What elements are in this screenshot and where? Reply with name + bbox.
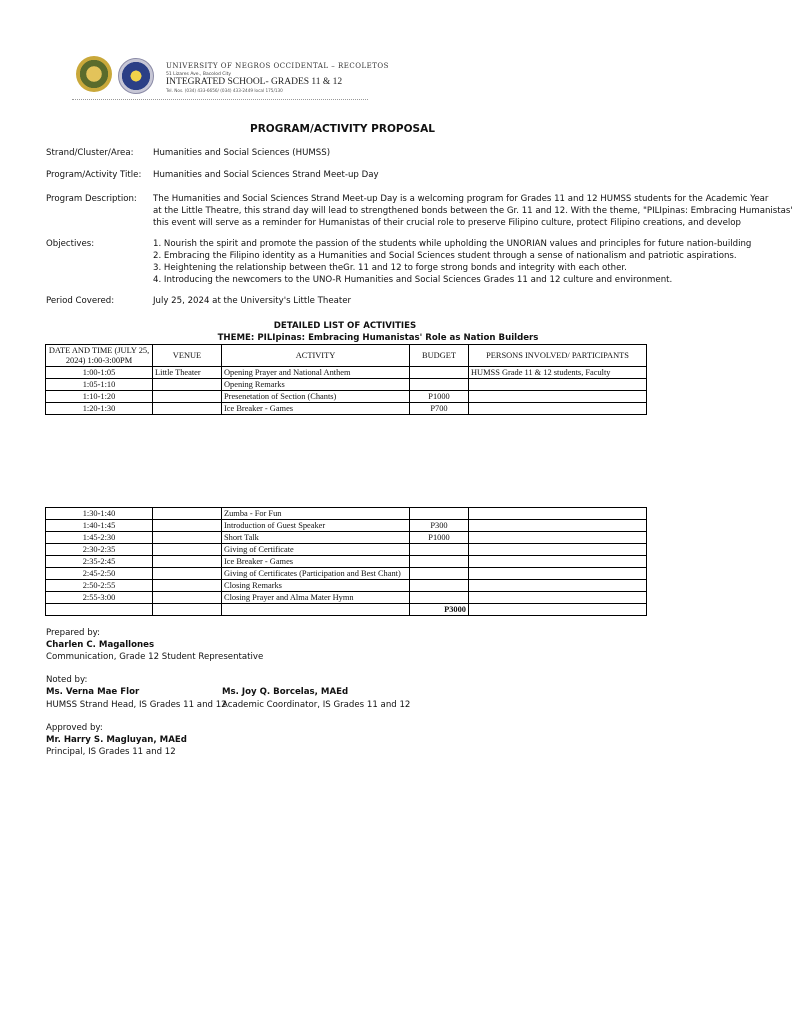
period-label: Period Covered: xyxy=(46,296,115,306)
noted-by-role-1: HUMSS Strand Head, IS Grades 11 and 12 xyxy=(46,700,227,710)
prepared-by-name: Charlen C. Magallones xyxy=(46,640,155,650)
program-title-label: Program/Activity Title: xyxy=(46,170,142,180)
letterhead-divider xyxy=(72,99,368,100)
table-row xyxy=(46,508,647,520)
cell-activity: Giving of Certificates (Participation and Best Chant) xyxy=(222,568,410,580)
university-address: 51 Lizares Ave., Bacolod City xyxy=(166,72,232,77)
cell-venue xyxy=(153,520,222,532)
noted-by-role-2: Academic Coordinator, IS Grades 11 and 12 xyxy=(222,700,411,710)
page-title: PROGRAM/ACTIVITY PROPOSAL xyxy=(250,123,435,135)
cell-activity: Opening Remarks xyxy=(222,379,410,391)
column-header-budget: BUDGET xyxy=(410,345,469,367)
cell-persons xyxy=(469,544,647,556)
strand-label: Strand/Cluster/Area: xyxy=(46,148,134,158)
noted-by-name-2: Ms. Joy Q. Borcelas, MAEd xyxy=(222,687,349,697)
cell-persons xyxy=(469,520,647,532)
cell-persons xyxy=(469,580,647,592)
column-header-activity: ACTIVITY xyxy=(222,345,410,367)
cell-time: 1:10-1:20 xyxy=(46,391,153,403)
cell-activity: Closing Prayer and Alma Mater Hymn xyxy=(222,592,410,604)
cell-venue: Little Theater xyxy=(153,367,222,379)
table-row xyxy=(46,580,647,592)
description-line: at the Little Theatre, this strand day will lead to strengthened bonds between the Gr. 11 and 12. With the theme, "PILIpinas: Embracing Humanistas' xyxy=(153,206,793,216)
table-row xyxy=(46,403,647,415)
table-row xyxy=(46,520,647,532)
unor-seal-logo xyxy=(76,56,112,92)
column-header-persons: PERSONS INVOLVED/ PARTICIPANTS xyxy=(469,345,647,367)
cell-time: 1:20-1:30 xyxy=(46,403,153,415)
cell-budget xyxy=(410,544,469,556)
prepared-by-label: Prepared by: xyxy=(46,628,101,638)
cell-time: 2:45-2:50 xyxy=(46,568,153,580)
budget-total: P3000 xyxy=(410,604,469,616)
activities-table-page1 xyxy=(45,344,647,415)
objectives-label: Objectives: xyxy=(46,239,95,249)
description-line: this event will serve as a reminder for Humanistas of their crucial role to preserve Filipino culture, protect Filipino creations, and develop xyxy=(153,218,742,228)
activities-theme: THEME: PILIpinas: Embracing Humanistas' Role as Nation Builders xyxy=(217,333,539,343)
cell-venue xyxy=(153,391,222,403)
cell-time: 1:40-1:45 xyxy=(46,520,153,532)
cell-budget xyxy=(410,556,469,568)
cell-time: 1:45-2:30 xyxy=(46,532,153,544)
cell-activity: Opening Prayer and National Anthem xyxy=(222,367,410,379)
table-row xyxy=(46,379,647,391)
cell-budget xyxy=(410,367,469,379)
noted-by-name-1: Ms. Verna Mae Flor xyxy=(46,687,140,697)
cell-persons xyxy=(469,532,647,544)
prepared-by-role: Communication, Grade 12 Student Representative xyxy=(46,652,264,662)
cell-budget xyxy=(410,568,469,580)
university-name: UNIVERSITY OF NEGROS OCCIDENTAL – RECOLETOS xyxy=(166,62,389,70)
activities-table-page2 xyxy=(45,507,647,616)
objective-line: 3. Heightening the relationship between theGr. 11 and 12 to forge strong bonds and integrity with each other. xyxy=(153,263,627,273)
table-row xyxy=(46,367,647,379)
table-row xyxy=(46,556,647,568)
approved-by-label: Approved by: xyxy=(46,723,103,733)
column-header-date-time: DATE AND TIME (JULY 25, 2024) 1:00-3:00PM xyxy=(46,345,153,367)
cell-persons: HUMSS Grade 11 & 12 students, Faculty xyxy=(469,367,647,379)
description-line: The Humanities and Social Sciences Strand Meet-up Day is a welcoming program for Grades 11 and 12 HUMSS students for the Academic Year xyxy=(153,194,769,204)
cell-persons xyxy=(469,568,647,580)
cell-activity: Zumba - For Fun xyxy=(222,508,410,520)
cell-activity: Giving of Certificate xyxy=(222,544,410,556)
activities-heading: DETAILED LIST OF ACTIVITIES xyxy=(273,321,417,331)
school-telephone: Tel. Nos. (034) 433-6656/ (034) 433-2449 local 175/130 xyxy=(166,88,283,93)
cell-time: 1:00-1:05 xyxy=(46,367,153,379)
program-title-value: Humanities and Social Sciences Strand Meet-up Day xyxy=(153,170,379,180)
strand-value: Humanities and Social Sciences (HUMSS) xyxy=(153,148,331,158)
cell-venue xyxy=(153,556,222,568)
cell-budget xyxy=(410,580,469,592)
cell-activity: Ice Breaker - Games xyxy=(222,403,410,415)
cell-venue xyxy=(153,544,222,556)
cell-venue xyxy=(153,508,222,520)
cell-activity: Ice Breaker - Games xyxy=(222,556,410,568)
cell-venue xyxy=(153,568,222,580)
cell-activity: Introduction of Guest Speaker xyxy=(222,520,410,532)
cell-persons xyxy=(469,508,647,520)
cell-persons xyxy=(469,403,647,415)
cell-persons xyxy=(469,592,647,604)
description-label: Program Description: xyxy=(46,194,137,204)
cell-venue xyxy=(153,532,222,544)
integrated-school-logo xyxy=(118,58,154,94)
objective-line: 4. Introducing the newcomers to the UNO-R Humanities and Social Sciences Grades 11 and 12 culture and environment. xyxy=(153,275,673,285)
cell-venue xyxy=(153,592,222,604)
cell-persons xyxy=(469,391,647,403)
cell-budget: P300 xyxy=(410,520,469,532)
cell-venue xyxy=(153,403,222,415)
column-header-venue: VENUE xyxy=(153,345,222,367)
cell-budget xyxy=(410,592,469,604)
cell-venue xyxy=(153,379,222,391)
cell-budget: P1000 xyxy=(410,391,469,403)
cell-budget: P700 xyxy=(410,403,469,415)
cell-persons xyxy=(469,556,647,568)
total-row xyxy=(46,604,647,616)
cell-persons xyxy=(469,379,647,391)
table-row xyxy=(46,532,647,544)
cell-activity: Closing Remarks xyxy=(222,580,410,592)
objective-line: 2. Embracing the Filipino identity as a Humanities and Social Sciences student through a sense of nationalism and patriotic aspirations. xyxy=(153,251,737,261)
approved-by-name: Mr. Harry S. Magluyan, MAEd xyxy=(46,735,187,745)
cell-budget: P1000 xyxy=(410,532,469,544)
table-row xyxy=(46,544,647,556)
cell-activity: Short Talk xyxy=(222,532,410,544)
cell-budget xyxy=(410,508,469,520)
table-row xyxy=(46,568,647,580)
cell-time: 1:05-1:10 xyxy=(46,379,153,391)
cell-time: 2:35-2:45 xyxy=(46,556,153,568)
cell-activity: Presenetation of Section (Chants) xyxy=(222,391,410,403)
table-row xyxy=(46,391,647,403)
table-row xyxy=(46,592,647,604)
objective-line: 1. Nourish the spirit and promote the passion of the students while upholding the UNORIAN values and principles for future nation-building xyxy=(153,239,752,249)
noted-by-label: Noted by: xyxy=(46,675,88,685)
cell-time: 2:30-2:35 xyxy=(46,544,153,556)
approved-by-role: Principal, IS Grades 11 and 12 xyxy=(46,747,176,757)
period-value: July 25, 2024 at the University's Little Theater xyxy=(153,296,352,306)
school-name: INTEGRATED SCHOOL- GRADES 11 & 12 xyxy=(166,77,343,87)
cell-venue xyxy=(153,580,222,592)
cell-budget xyxy=(410,379,469,391)
cell-time: 1:30-1:40 xyxy=(46,508,153,520)
cell-time: 2:50-2:55 xyxy=(46,580,153,592)
cell-time: 2:55-3:00 xyxy=(46,592,153,604)
